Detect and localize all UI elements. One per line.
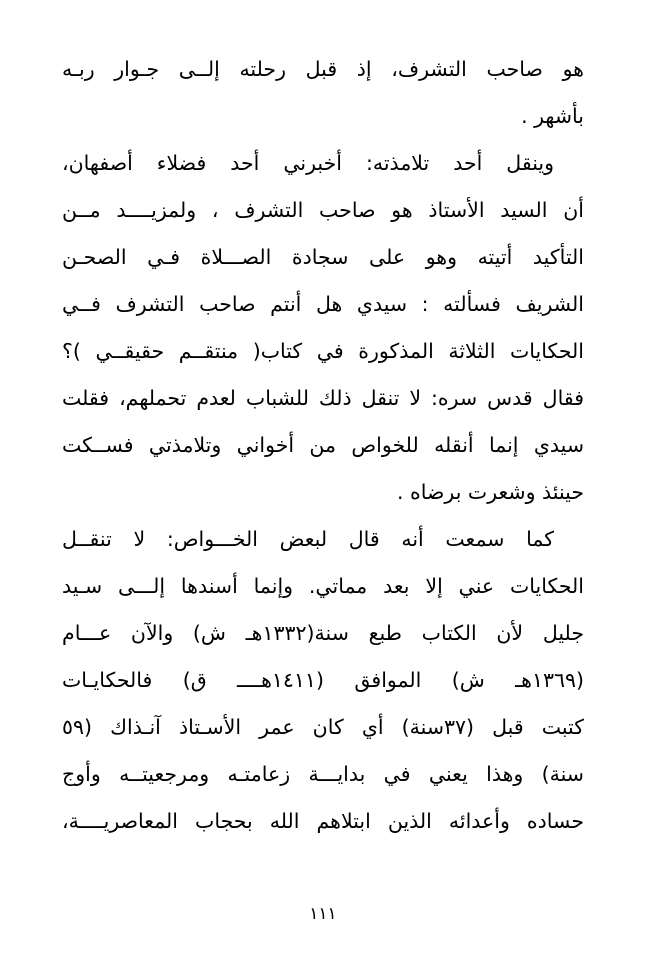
text-line: جليل لأن الكتاب طبع سنة(١٣٣٢هـ ش) والآن عـــام: [62, 621, 584, 645]
text-line: الحكايات عني إلا بعد مماتي. وإنما أسندها إلـــى سـيد: [62, 574, 584, 598]
text-line: أن السيد الأستاذ هو صاحب التشرف ، ولمزيــــد مــن: [62, 198, 584, 222]
text-line: حينئذ وشعرت برضاه .: [396, 480, 584, 504]
text-line: كما سمعت أنه قال لبعض الخـــواص: لا تنقــل: [62, 527, 554, 551]
text-line: (١٣٦٩هـ ش) الموافق (١٤١١هــــ ق) فالحكايـات: [62, 668, 584, 692]
text-line: سيدي إنما أنقله للخواص من أخواني وتلامذتي فســكت: [62, 433, 584, 457]
body-text: [62, 46, 584, 845]
text-line: الحكايات الثلاثة المذكورة في كتاب( منتقــم حقيقــي )؟: [62, 339, 584, 363]
text-line: الشريف فسألته : سيدي هل أنتم صاحب التشرف فــي: [62, 292, 584, 316]
page-number: ١١١: [309, 904, 337, 924]
text-line: حساده وأعدائه الذين ابتلاهم الله بحجاب المعاصريــــة،: [62, 809, 584, 833]
text-line: هو صاحب التشرف، إذ قبل رحلته إلــى جـوار ربـه: [62, 57, 584, 81]
text-line: فقال قدس سره: لا تنقل ذلك للشباب لعدم تحملهم، فقلت: [62, 386, 584, 410]
text-line: سنة) وهذا يعني في بدايـــة زعامتـه ومرجعيتــه وأوج: [62, 762, 584, 786]
text-line: التأكيد أتيته وهو على سجادة الصـــلاة فـي الصحـن: [62, 245, 584, 269]
text-line: وينقل أحد تلامذته: أخبرني أحد فضلاء أصفهان،: [62, 151, 554, 175]
text-line: كتبت قبل (٣٧سنة) أي كان عمر الأسـتاذ آنـذاك (٥٩: [62, 715, 584, 739]
text-line: بأشهر .: [521, 104, 584, 128]
